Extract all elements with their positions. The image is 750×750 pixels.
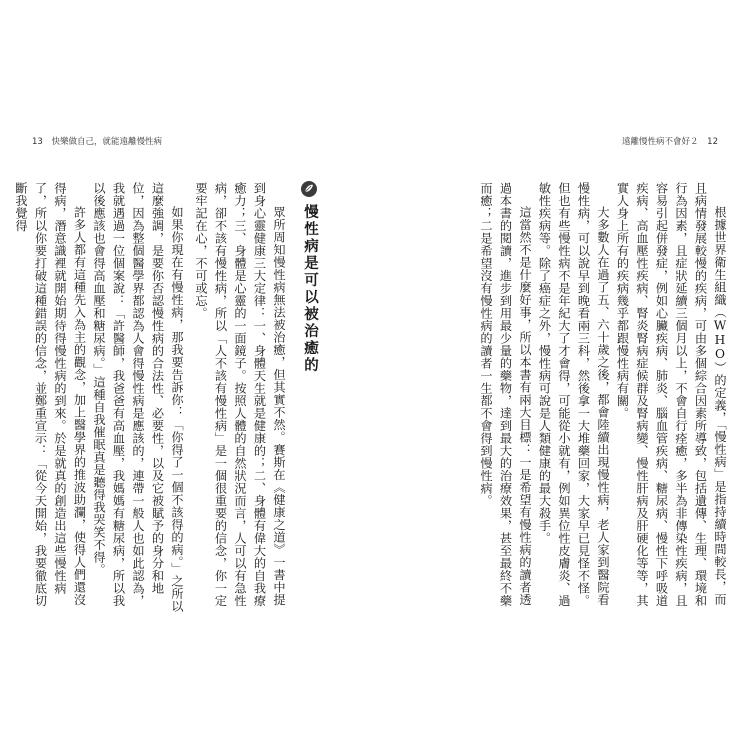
right-running-head-title: 遠離慢性病不會好２ bbox=[621, 137, 699, 147]
paragraph: 眾所周知慢性病無法被治癒，但其實不然。賽斯在《健康之道》一書中提到身心靈健康三大定律：一、身體天生就是健康的；二、身體有偉大的自我療癒力；三、身體是心靈的一面鏡子。按照人體的自然狀況而言，人可以有急性病，卻不該有慢性病，所以「人不該有慢性病」是一個很重要的信念，你一定要牢記在心，不可或忘。 bbox=[194, 182, 286, 607]
section-intro-text bbox=[194, 182, 288, 614]
paragraph: 許多人都有這種先入為主的觀念，加上醫學界的推波助瀾，使得人們還沒得病，潛意識裡就開始期待得慢性病的到來。於是就真的創造出這些慢性病了，所以你要打破這種錯誤的信念，並鄭重宣示：「從今天開始，我要徹底切斷我覺得 bbox=[14, 182, 87, 607]
left-body-text bbox=[14, 182, 186, 614]
left-page-number: 13 bbox=[32, 137, 43, 147]
paragraph: 大多數人在過了五、六十歲之後，都會陸續出現慢性病，老人家到醫院看慢性病，可以說早到晚看兩三科，然後拿一大堆藥回家，大家早已見怪不怪。但也有些慢性病不是年紀大了才會得，可能從小就有，例如異位性皮膚炎、過敏性疾病等。除了癌症之外，慢性病可說是人類健康的最大殺手。 bbox=[537, 182, 610, 607]
section-heading: 慢性病是可以被治癒的 bbox=[302, 204, 318, 374]
right-page bbox=[375, 0, 750, 750]
paragraph: 如果你現在有慢性病，那我要告訴你：「你得了一個不該得的病。」之所以這麼強調，是要你否認慢性病的合法性、必要性，以及它被賦予的身分和地位，因為整個醫學界都認為人會得慢性病是應該的，連帶一般人也如此認為，我就遇過一位個案說：「許醫師，我爸爸有高血壓，我媽媽有糖尿病，所以我以後應該也會得高血壓和糖尿病。」這種自我催眠真是聽得我哭笑不得。 bbox=[92, 182, 184, 613]
left-running-head-title: 快樂做自己，就能遠離慢性病 bbox=[51, 137, 163, 147]
leaf-ornament-icon bbox=[300, 180, 318, 198]
paragraph: 這當然不是什麼好事，所以本書有兩大目標：一是希望有慢性病的讀者透過本書的閱讀，進步到用最少量的藥物，達到最大的治療效果，甚至最終不藥而癒；二是希望沒有慢性病的讀者一生都不會得到慢性病。 bbox=[479, 182, 532, 607]
right-body-text bbox=[461, 182, 729, 614]
left-running-header bbox=[26, 137, 162, 147]
right-page-number: 12 bbox=[707, 137, 718, 147]
paragraph: 根據世界衛生組織（WHO）的定義，「慢性病」是指持續時間較長，而且病情發展較慢的疾病，可由多個綜合因素所導致，包括遺傳、生理、環境和行為因素，且症狀延續三個月以上，不會自行痊癒，多半為非傳染性疾病，且容易引起併發症，例如心臟疾病、肺炎、腦血管疾病、糖尿病、慢性下呼吸道疾病、高血壓性疾病、腎炎腎病症候群及腎病變、慢性肝病及肝硬化等等，其實人身上所有的疾病幾乎都跟慢性病有關。 bbox=[615, 182, 727, 607]
right-running-header bbox=[622, 137, 724, 147]
